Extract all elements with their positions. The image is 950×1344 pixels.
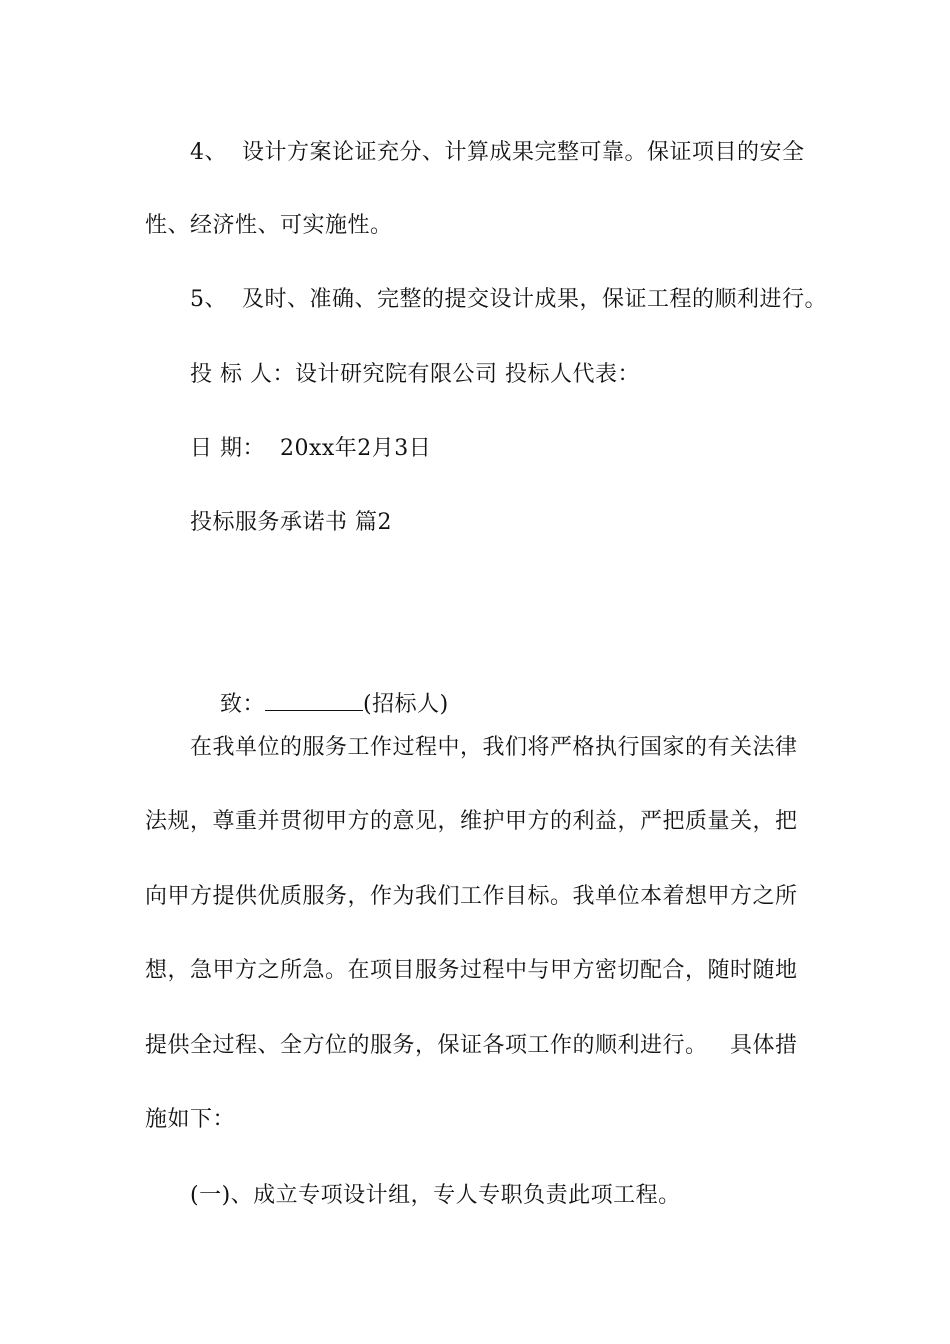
item-4-line-1: 4、 设计方案论证充分、计算成果完整可靠。保证项目的安全 [190, 140, 805, 165]
item-4-line-2: 性、经济性、可实施性。 [145, 213, 393, 238]
paragraph-line: 在我单位的服务工作过程中，我们将严格执行国家的有关法律 [190, 735, 798, 760]
addressee-suffix: (招标人) [363, 692, 449, 717]
bidder-line: 投 标 人：设计研究院有限公司 投标人代表： [190, 362, 640, 387]
section-heading: 投标服务承诺书 篇2 [190, 510, 392, 535]
addressee-blank [265, 688, 363, 711]
paragraph-line: 法规，尊重并贯彻甲方的意见，维护甲方的利益，严把质量关，把 [145, 809, 798, 834]
date-line: 日 期： 20xx年2月3日 [190, 436, 432, 461]
paragraph-line: 施如下： [145, 1107, 236, 1132]
paragraph-line: 向甲方提供优质服务，作为我们工作目标。我单位本着想甲方之所 [145, 884, 798, 909]
paragraph-line: 提供全过程、全方位的服务，保证各项工作的顺利进行。 具体措 [145, 1033, 798, 1058]
measure-1: (一)、成立专项设计组，专人专职负责此项工程。 [190, 1183, 681, 1208]
item-5: 5、 及时、准确、完整的提交设计成果，保证工程的顺利进行。 [190, 287, 827, 312]
addressee-label: 致： [219, 692, 265, 717]
paragraph-line: 想，急甲方之所急。在项目服务过程中与甲方密切配合，随时随地 [145, 958, 798, 983]
